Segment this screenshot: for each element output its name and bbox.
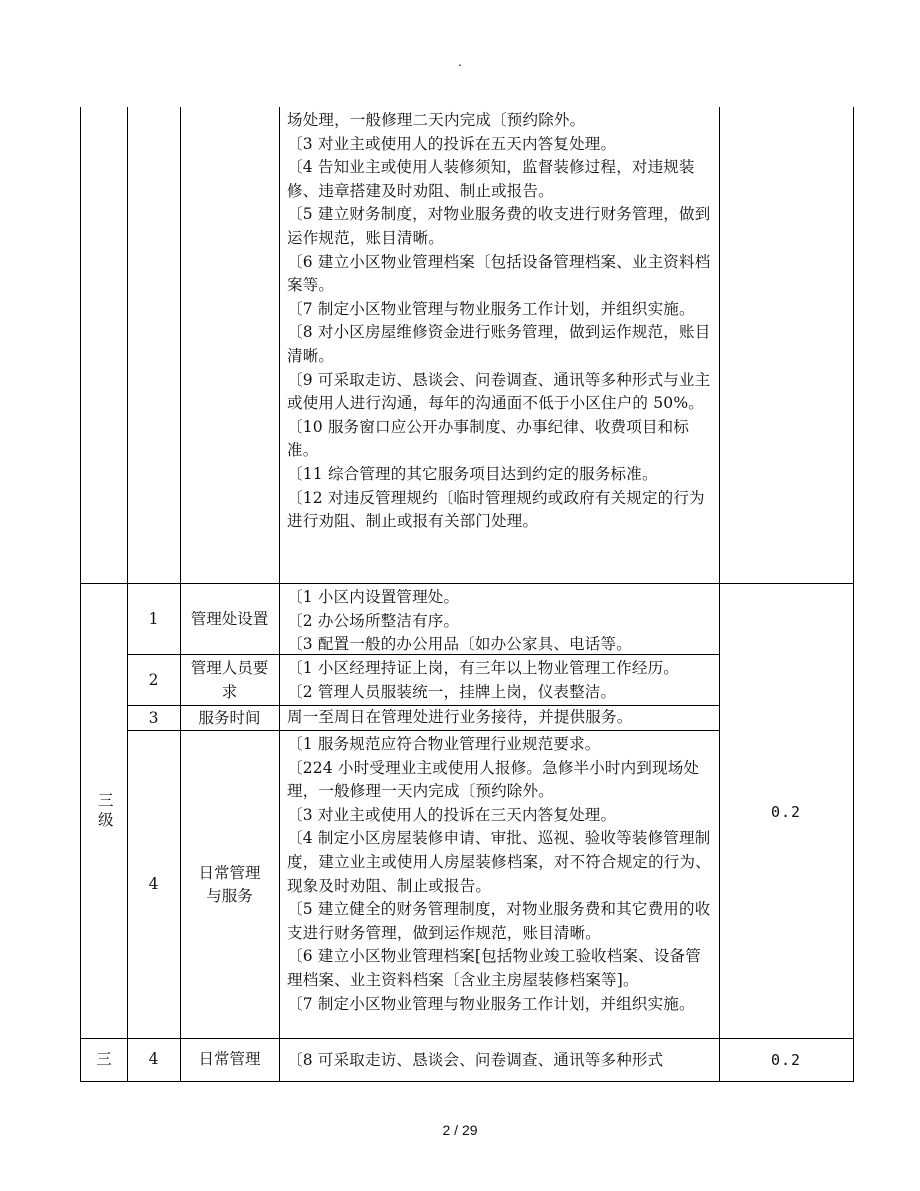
list-item: 〔1 小区经理持证上岗，有三年以上物业管理工作经历。 <box>287 659 679 677</box>
list-item: 场处理，一般修理二天内完成〔预约除外。 <box>287 111 586 129</box>
row-title: 日常管理 <box>180 1038 280 1082</box>
level-label-cell <box>80 583 128 1039</box>
row-title: 日常管理与服务 <box>180 730 280 1039</box>
row-content <box>279 654 720 706</box>
list-item: 〔9 可采取走访、恳谈会、问卷调查、通讯等多种形式与业主或使用人进行沟通，每年的沟通面不低于小区住户的 50%。 <box>287 370 711 413</box>
list-item: 〔4 制定小区房屋装修申请、审批、巡视、验收等装修管理制度，建立业主或使用人房屋装修档案，对不符合规定的行为、现象及时劝阻、制止或报告。 <box>287 829 711 895</box>
list-item: 〔4 告知业主或使用人装修须知，监督装修过程，对违规装修、违章搭建及时劝阻、制止或报告。 <box>287 158 695 200</box>
level-label: 三级 <box>95 792 114 831</box>
list-item: 周一至周日在管理处进行业务接待，并提供服务。 <box>287 708 633 726</box>
list-item: 〔7 制定小区物业管理与物业服务工作计划，并组织实施。 <box>287 994 695 1013</box>
score-value: 0.2 <box>719 1038 854 1082</box>
row-title: 管理处设置 <box>180 583 280 655</box>
header-mark: . <box>458 55 462 69</box>
list-item: 〔5 建立财务制度，对物业服务费的收支进行财务管理，做到运作规范，账目清晰。 <box>287 205 711 247</box>
list-item: 〔5 建立健全的财务管理制度，对物业服务费和其它费用的收支进行财务管理，做到运作规范，账目清晰。 <box>287 900 711 942</box>
list-item: 〔2 管理人员服装统一，挂牌上岗，仪表整洁。 <box>287 682 617 701</box>
list-item: 〔3 配置一般的办公用品〔如办公家具、电话等。 <box>287 635 632 654</box>
score-cell <box>719 107 854 584</box>
row-number: 1 <box>127 583 181 655</box>
list-item: 〔3 对业主或使用人的投诉在五天内答复处理。 <box>287 134 617 153</box>
level-label: 三 <box>80 1038 128 1082</box>
list-item: 〔8 可采取走访、恳谈会、问卷调查、通讯等多种形式 <box>287 1051 664 1069</box>
list-item: 〔12 对违反管理规约〔临时管理规约或政府有关规定的行为进行劝阻、制止或报有关部门处理。 <box>287 488 705 531</box>
row-number: 4 <box>127 730 181 1039</box>
list-item: 〔8 对小区房屋维修资金进行账务管理，做到运作规范，账目清晰。 <box>287 323 711 365</box>
list-item: 〔11 综合管理的其它服务项目达到约定的服务标准。 <box>287 464 658 483</box>
list-item: 〔224 小时受理业主或使用人报修。急修半小时内到现场处理，一般修理一天内完成〔预约除外。 <box>287 758 700 801</box>
list-item: 〔6 建立小区物业管理档案〔包括设备管理档案、业主资料档案等。 <box>287 252 711 295</box>
row-title: 服务时间 <box>180 705 280 731</box>
list-item: 〔1 小区内设置管理处。 <box>287 588 460 606</box>
page-number: 2 / 29 <box>442 1122 478 1138</box>
title-cell <box>180 107 280 584</box>
row-content <box>279 705 720 731</box>
list-item: 〔7 制定小区物业管理与物业服务工作计划，并组织实施。 <box>287 299 695 318</box>
row-content <box>279 730 720 1039</box>
list-item: 〔3 对业主或使用人的投诉在三天内答复处理。 <box>287 805 617 824</box>
row-content <box>279 583 720 655</box>
row-number: 2 <box>127 654 181 706</box>
row-number: 3 <box>127 705 181 731</box>
row-content <box>279 1038 720 1082</box>
level-cell <box>80 107 128 584</box>
list-item: 〔10 服务窗口应公开办事制度、办事纪律、收费项目和标准。 <box>287 417 690 460</box>
list-item: 〔6 建立小区物业管理档案[包括物业竣工验收档案、设备管理档案、业主资料档案〔含业主房屋装修档案等]。 <box>287 947 701 989</box>
row-title: 管理人员要求 <box>180 654 280 706</box>
score-value: 0.2 <box>719 583 854 1039</box>
list-item: 〔1 服务规范应符合物业管理行业规范要求。 <box>287 735 601 753</box>
list-item: 〔2 办公场所整洁有序。 <box>287 611 460 630</box>
content-cell <box>279 107 720 584</box>
number-cell <box>127 107 181 584</box>
row-number: 4 <box>127 1038 181 1082</box>
